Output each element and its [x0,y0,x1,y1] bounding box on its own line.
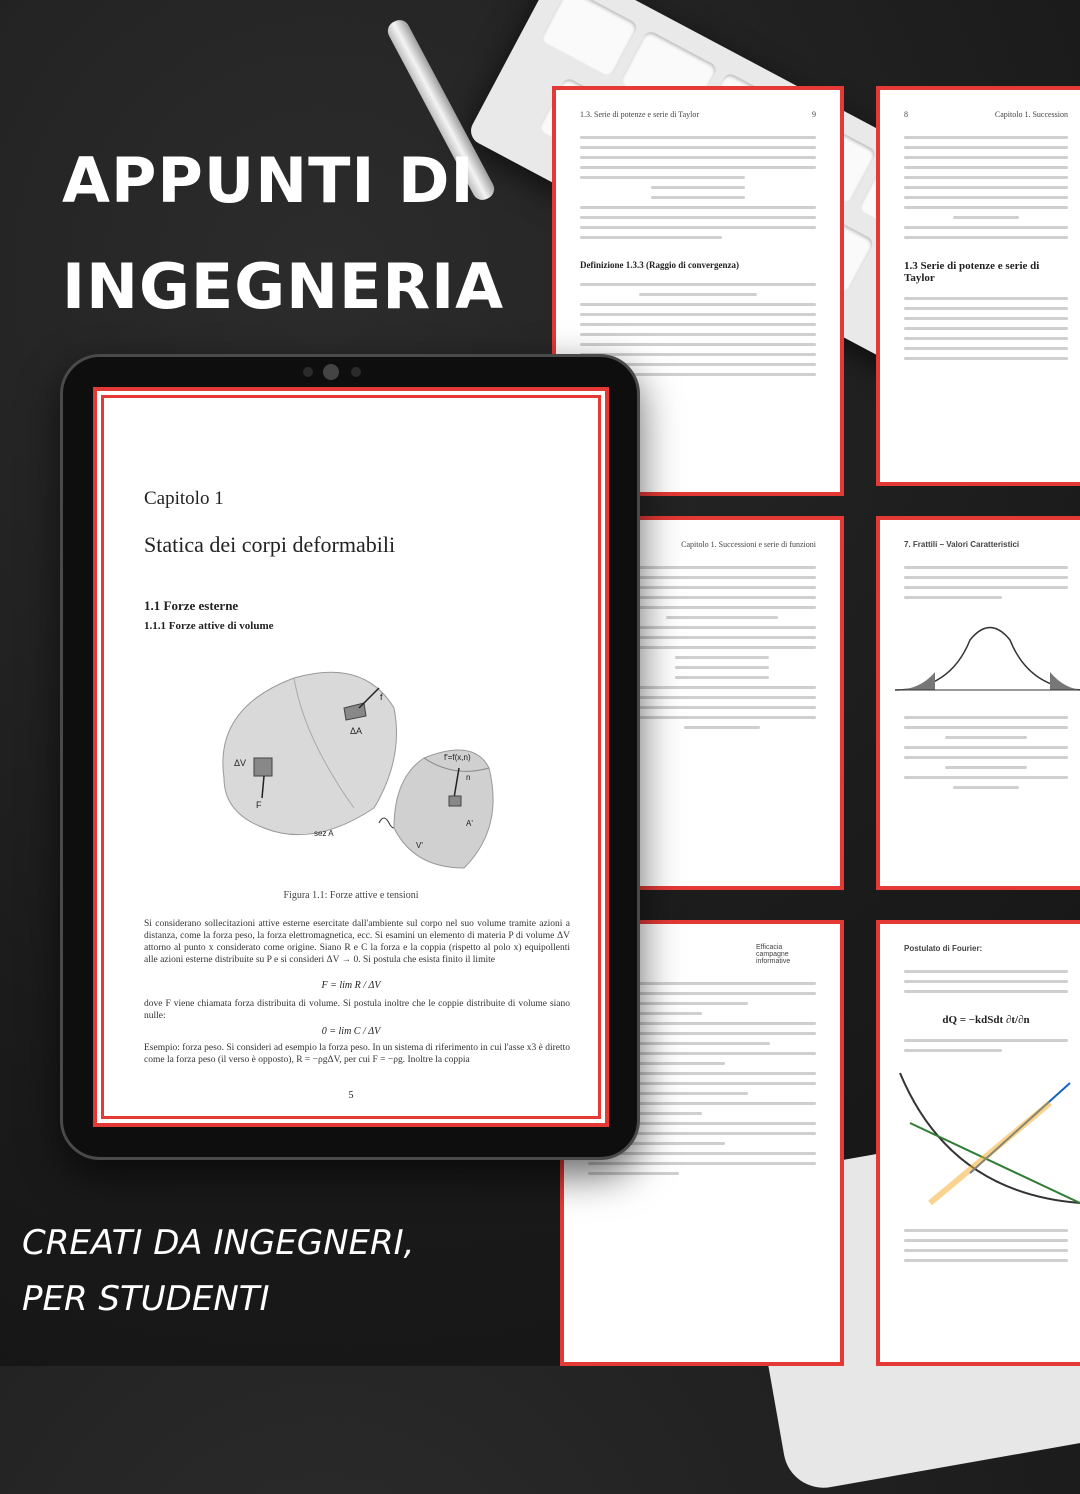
tablet-screen-frame [101,395,601,1119]
page-number: 5 [348,1090,354,1101]
figure-caption: Figura 1.1: Forze attive e tensioni [283,890,419,901]
figure-label: F [256,800,262,810]
doc-page-frattili: 7. Frattili – Valori Caratteristici [876,516,1080,890]
figure-label: n [466,773,471,782]
paragraph: Esempio: forza peso. Si consideri ad esempio la forza peso. In un sistema di riferimento in cui l'asse x3 è diretto come la forza peso (il verso è opposto), R = −ρgΔV, per cui F = −ρg. Inoltre la coppia [144,1043,570,1065]
subsection-heading: 1.1.1 Forze attive di volume [144,620,274,632]
doc-page-fourier: Postulato di Fourier: dQ = −kdSdt ∂t/∂n [876,920,1080,1366]
formula: 0 = lim C / ΔV [321,1026,381,1037]
doc-page-series: Capitolo 1. Successioni e serie di funzioni [600,516,844,890]
chapter-title: Statica dei corpi deformabili [144,532,396,557]
figure-label: f [380,692,383,702]
tablet-camera [323,364,339,380]
tablet-sensor [351,367,361,377]
doc-page-taylor-left: 8 Capitolo 1. Succession 1.3 Serie di potenze e serie di Taylor [876,86,1080,486]
paragraph: Si considerano sollecitazioni attive esterne esercitate dall'ambiente sul corpo nel suo volume tramite azioni a distanza, come la forza peso, la forza elettromagnetica, ecc. Si esamini un elemento di materia P di volume ΔV attorno al punto x considerato come origine. Siano R e C la forza e la coppia (rispetto al polo x) equipollenti alle azioni esterne distribuite su P e si consideri ΔV → 0. Si postula che esista finito il limite [144,919,570,965]
figure-label: V' [416,841,423,850]
section-heading: 1.1 Forze esterne [144,598,239,613]
headline: APPUNTI DI INGEGNERIA [62,144,505,323]
figure-label: ΔA [350,726,363,736]
tablet-sensor [303,367,313,377]
paragraph: dove F viene chiamata forza distribuita di volume. Si postula inoltre che le coppie distribuite di volume siano nulle: [144,999,570,1021]
figure-label: ΔV [234,758,247,768]
figure-label: A' [466,819,473,828]
figure-label: sez A [314,829,334,838]
formula: F = lim R / ΔV [321,980,381,991]
tablet-device [60,354,640,1160]
tagline: CREATI DA INGEGNERI, PER STUDENTI [22,1223,415,1319]
tablet-screen [93,387,609,1127]
figure-label: f'=f(x,n) [444,753,471,762]
doc-page-taylor-right: 1.3. Serie di potenze e serie di Taylor 9 Definizione 1.3.3 (Raggio di convergenza) [552,86,844,496]
forces-figure [204,648,504,878]
gradient-figure [890,1063,1080,1213]
chapter-label: Capitolo 1 [144,488,224,509]
keyboard-key [540,0,639,78]
doc-page-campaign: Efficacia campagne informative [560,920,844,1366]
distribution-curve-figure [890,610,1080,700]
